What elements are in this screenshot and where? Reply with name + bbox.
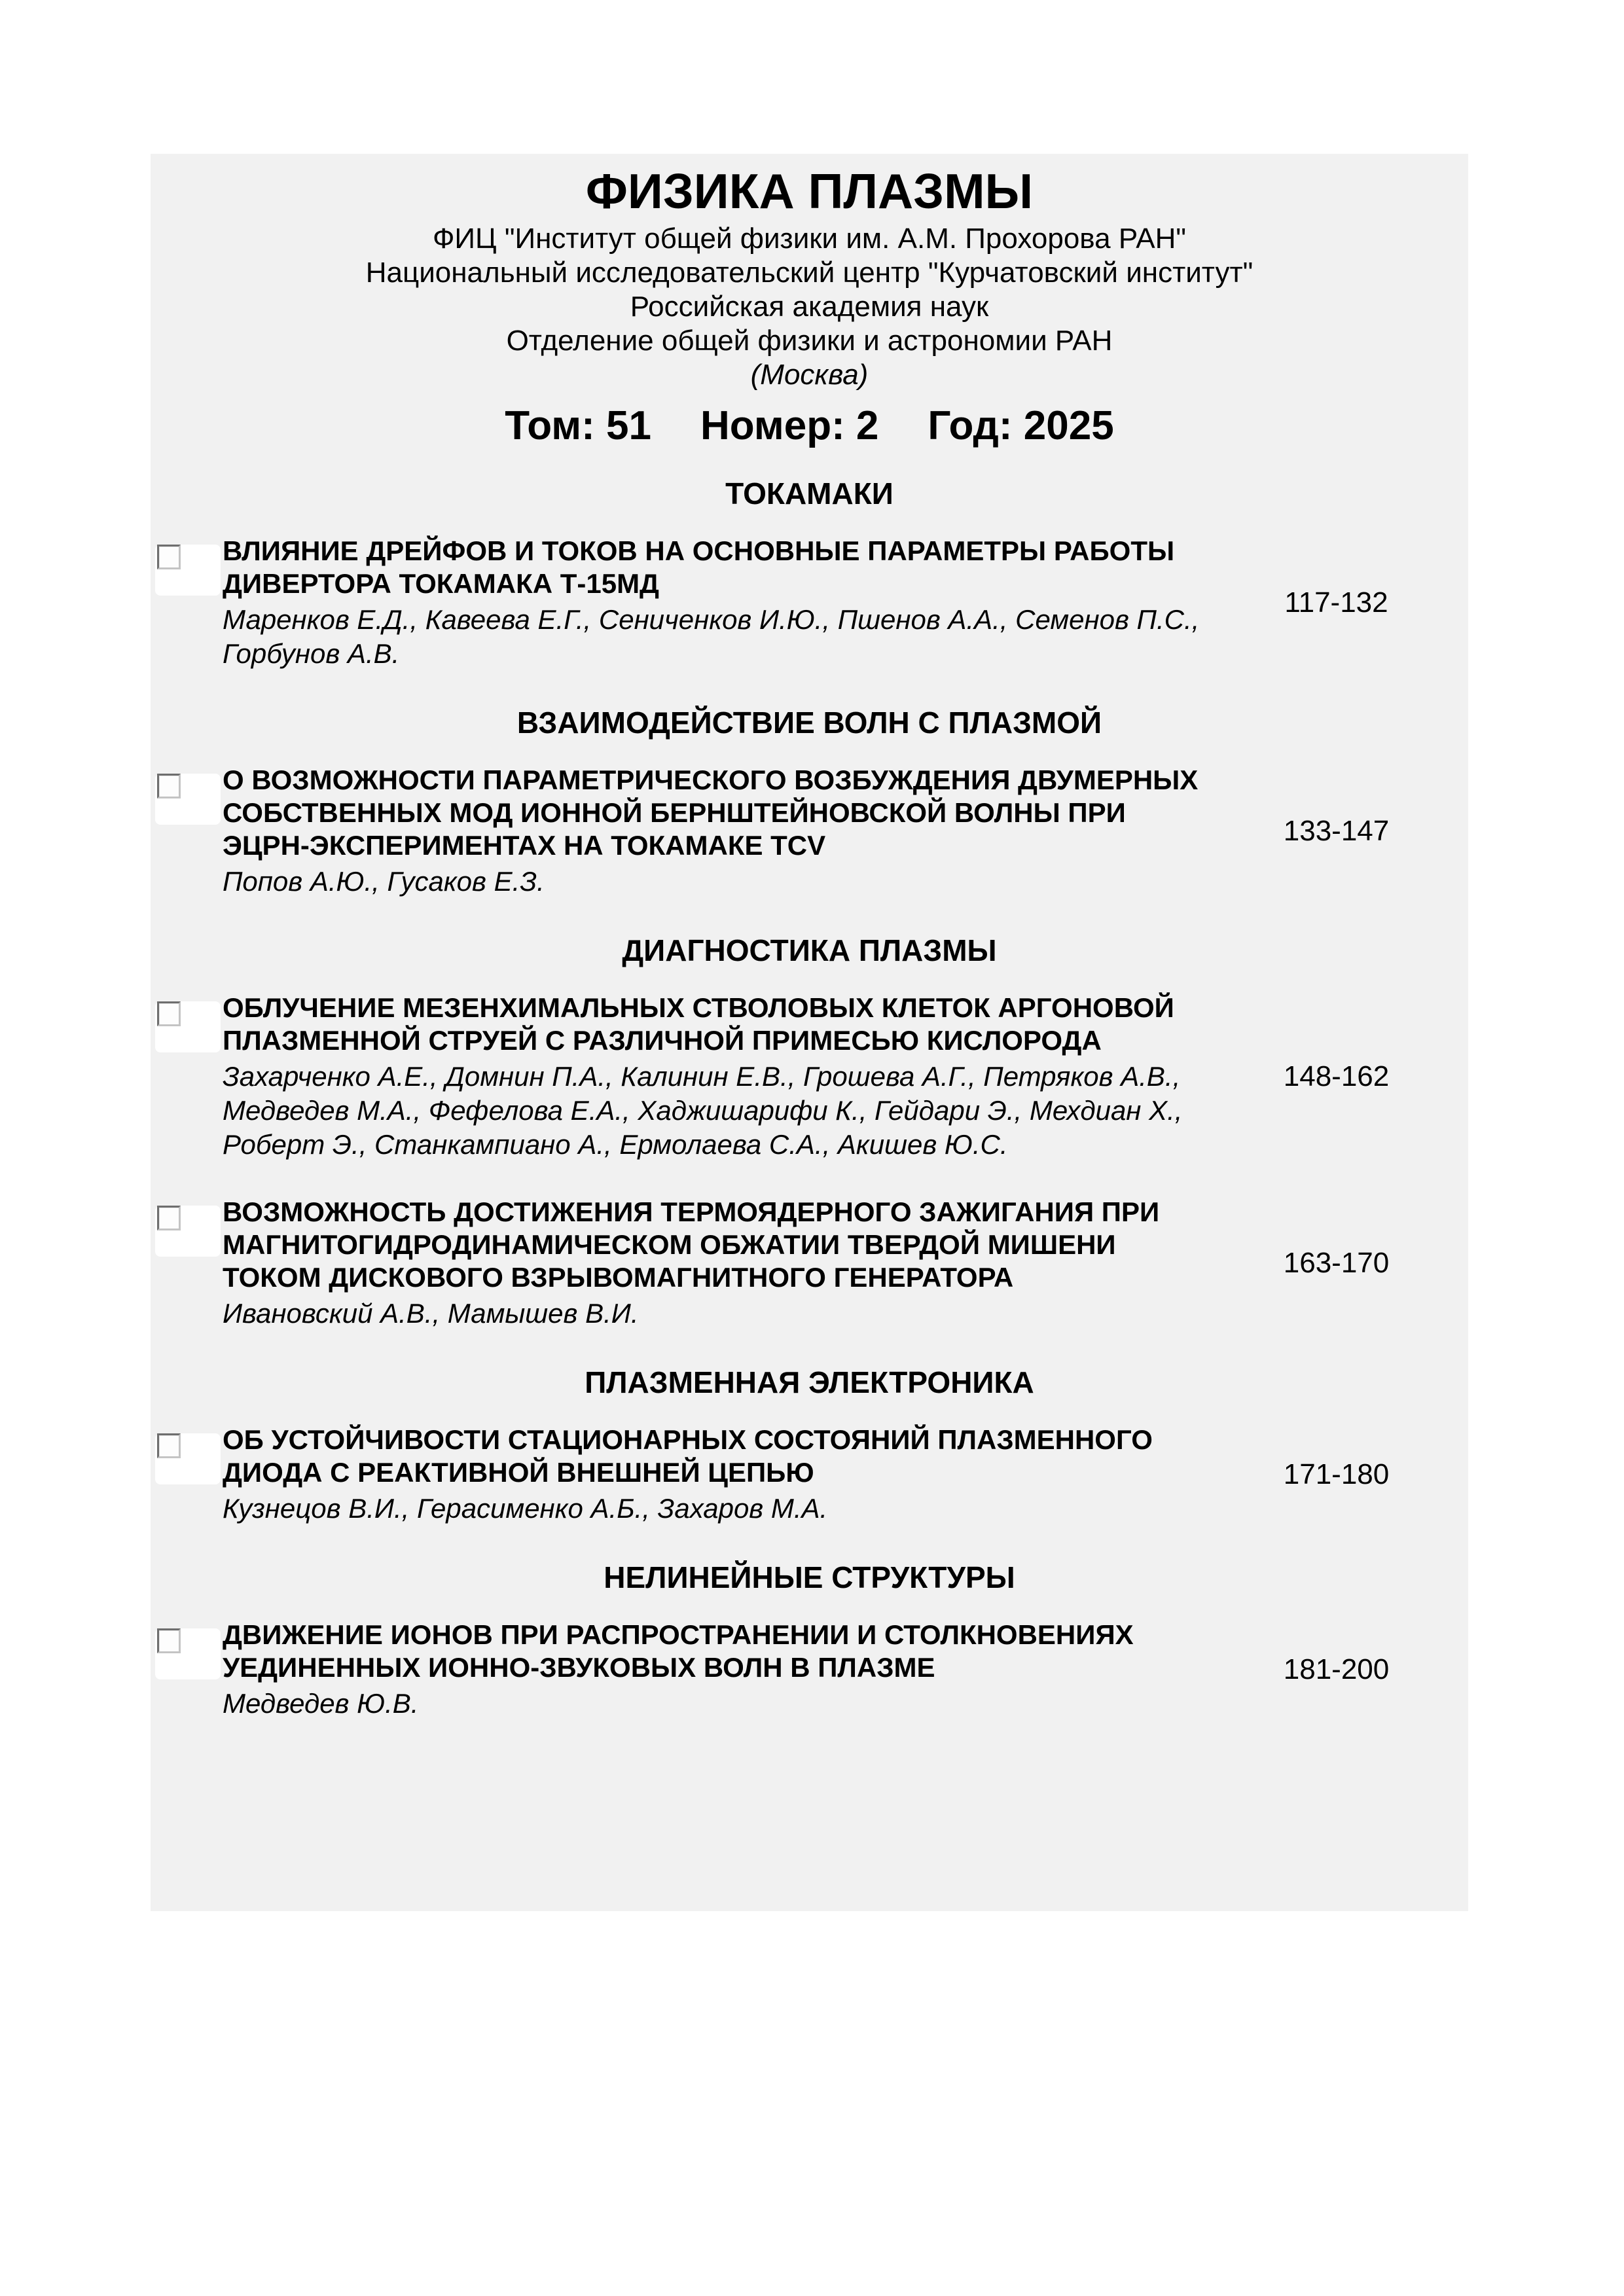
- article-entry: [151, 1619, 1468, 1721]
- section-title-nonlinear-structures: НЕЛИНЕЙНЫЕ СТРУКТУРЫ: [604, 1560, 1015, 1594]
- pages-column: [1204, 764, 1468, 899]
- section-title-waves-plasma: ВЗАИМОДЕЙСТВИЕ ВОЛН С ПЛАЗМОЙ: [516, 706, 1102, 740]
- article-title: ДВИЖЕНИЕ ИОНОВ ПРИ РАСПРОСТРАНЕНИИ И СТОЛКНОВЕНИЯХ УЕДИНЕННЫХ ИОННО-ЗВУКОВЫХ ВОЛН В ПЛАЗМЕ: [223, 1619, 1134, 1683]
- article-pages: 163-170: [1283, 1247, 1390, 1279]
- pages-column: [1204, 992, 1468, 1162]
- select-article-checkbox[interactable]: [157, 774, 181, 798]
- section-title-plasma-diagnostics: ДИАГНОСТИКА ПЛАЗМЫ: [622, 933, 997, 967]
- checkbox-column: [155, 1424, 221, 1526]
- section-title-tokamaki: ТОКАМАКИ: [725, 476, 893, 511]
- select-article-checkbox[interactable]: [157, 545, 181, 569]
- section-title-plasma-electronics: ПЛАЗМЕННАЯ ЭЛЕКТРОНИКА: [585, 1365, 1034, 1399]
- issue-number: Номер: 2: [700, 403, 879, 448]
- pages-column: [1204, 1619, 1468, 1721]
- checkbox-patch: [155, 774, 221, 825]
- select-article-checkbox[interactable]: [157, 1628, 181, 1653]
- organization-line: ФИЦ "Институт общей физики им. А.М. Прохорова РАН": [432, 223, 1187, 255]
- issue-info: [151, 403, 1468, 450]
- article-text-column: [223, 992, 1204, 1162]
- checkbox-column: [155, 1196, 221, 1331]
- checkbox-patch: [155, 1433, 221, 1484]
- organization-line: Отделение общей физики и астрономии РАН: [506, 325, 1113, 357]
- article-title: ОБЛУЧЕНИЕ МЕЗЕНХИМАЛЬНЫХ СТВОЛОВЫХ КЛЕТОК АРГОНОВОЙ ПЛАЗМЕННОЙ СТРУЕЙ С РАЗЛИЧНОЙ ПРИМЕСЬЮ КИСЛОРОДА: [223, 992, 1174, 1056]
- article-entry: [151, 992, 1468, 1162]
- select-article-checkbox[interactable]: [157, 1001, 181, 1026]
- article-entry: [151, 764, 1468, 899]
- article-title: ОБ УСТОЙЧИВОСТИ СТАЦИОНАРНЫХ СОСТОЯНИЙ ПЛАЗМЕННОГО ДИОДА С РЕАКТИВНОЙ ВНЕШНЕЙ ЦЕПЬЮ: [223, 1424, 1153, 1488]
- article-entry: [151, 1196, 1468, 1331]
- article-authors: Кузнецов В.И., Герасименко А.Б., Захаров М.А.: [223, 1493, 828, 1524]
- journal-organizations: [151, 222, 1468, 392]
- article-entry: [151, 535, 1468, 671]
- article-authors: Маренков Е.Д., Кавеева Е.Г., Сениченков И.Ю., Пшенов А.А., Семенов П.С., Горбунов А.В.: [223, 604, 1200, 669]
- article-entry: [151, 1424, 1468, 1526]
- article-text-column: [223, 1619, 1204, 1721]
- checkbox-patch: [155, 1628, 221, 1679]
- article-authors: Захарченко А.Е., Домнин П.А., Калинин Е.В., Грошева А.Г., Петряков А.В., Медведев М.А., Фефелова Е.А., Хаджишарифи К., Гейдари Э., Мехдиан Х., Роберт Э., Станкампиано А., Ермолаева С.А., Акишев Ю.С.: [223, 1061, 1183, 1160]
- pages-column: [1204, 1424, 1468, 1526]
- article-pages: 181-200: [1283, 1653, 1390, 1685]
- article-title: О ВОЗМОЖНОСТИ ПАРАМЕТРИЧЕСКОГО ВОЗБУЖДЕНИЯ ДВУМЕРНЫХ СОБСТВЕННЫХ МОД ИОННОЙ БЕРНШТЕЙНОВСКОЙ ВОЛНЫ ПРИ ЭЦРН-ЭКСПЕРИМЕНТАХ НА ТОКАМАКЕ TCV: [223, 764, 1199, 861]
- checkbox-column: [155, 764, 221, 899]
- article-authors: Ивановский А.В., Мамышев В.И.: [223, 1298, 639, 1329]
- article-authors: Медведев Ю.В.: [223, 1688, 419, 1719]
- article-authors: Попов А.Ю., Гусаков Е.З.: [223, 866, 545, 897]
- checkbox-column: [155, 992, 221, 1162]
- checkbox-column: [155, 535, 221, 671]
- checkbox-patch: [155, 545, 221, 596]
- journal-title: ФИЗИКА ПЛАЗМЫ: [585, 164, 1034, 219]
- checkbox-patch: [155, 1206, 221, 1257]
- journal-toc-panel: [151, 154, 1468, 1911]
- article-text-column: [223, 535, 1204, 671]
- checkbox-patch: [155, 1001, 221, 1052]
- checkbox-column: [155, 1619, 221, 1721]
- article-pages: 117-132: [1284, 586, 1388, 619]
- issue-volume: Том: 51: [505, 403, 652, 448]
- journal-city: (Москва): [750, 359, 869, 391]
- article-title: ВОЗМОЖНОСТЬ ДОСТИЖЕНИЯ ТЕРМОЯДЕРНОГО ЗАЖИГАНИЯ ПРИ МАГНИТОГИДРОДИНАМИЧЕСКОМ ОБЖАТИИ ТВЕРДОЙ МИШЕНИ ТОКОМ ДИСКОВОГО ВЗРЫВОМАГНИТНОГО ГЕНЕРАТОРА: [223, 1196, 1160, 1293]
- article-text-column: [223, 764, 1204, 899]
- organization-line: Российская академия наук: [630, 291, 989, 323]
- article-text-column: [223, 1424, 1204, 1526]
- article-text-column: [223, 1196, 1204, 1331]
- select-article-checkbox[interactable]: [157, 1206, 181, 1230]
- select-article-checkbox[interactable]: [157, 1433, 181, 1458]
- article-title: ВЛИЯНИЕ ДРЕЙФОВ И ТОКОВ НА ОСНОВНЫЕ ПАРАМЕТРЫ РАБОТЫ ДИВЕРТОРА ТОКАМАКА Т-15МД: [223, 535, 1175, 599]
- article-pages: 171-180: [1283, 1458, 1390, 1490]
- issue-year: Год: 2025: [928, 403, 1114, 448]
- pages-column: [1204, 535, 1468, 671]
- article-pages: 148-162: [1283, 1060, 1390, 1092]
- article-pages: 133-147: [1283, 815, 1390, 847]
- pages-column: [1204, 1196, 1468, 1331]
- organization-line: Национальный исследовательский центр "Курчатовский институт": [365, 257, 1254, 289]
